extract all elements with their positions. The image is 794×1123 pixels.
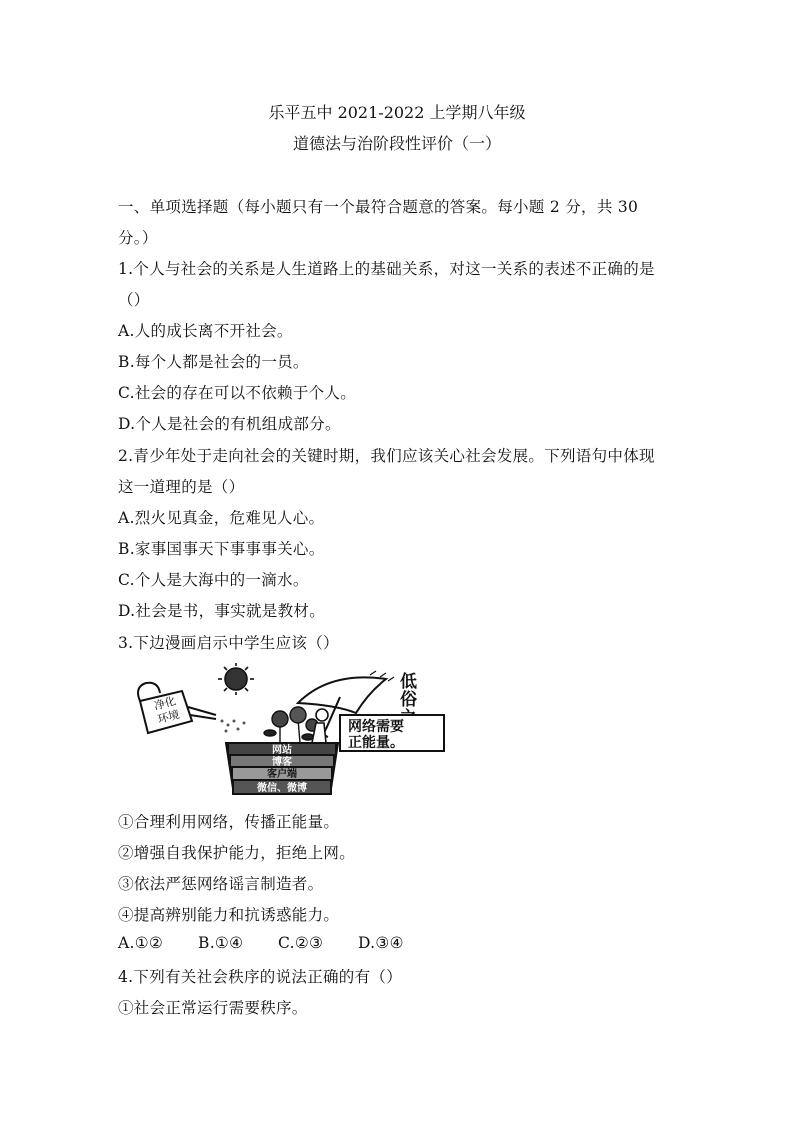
flower-icon [264, 707, 318, 743]
q2-stem-cont: 这一道理的是（） [118, 478, 245, 496]
pot-layer-label: 微信、微博 [257, 783, 307, 794]
cartoon-illustration [130, 663, 452, 795]
q4-statement-1: ①社会正常运行需要秩序。 [118, 999, 308, 1017]
q3-choice-d: D.③④ [358, 934, 404, 952]
q2-stem: 2.青少年处于走向社会的关键时期，我们应该关心社会发展。下列语句中体现 [118, 447, 655, 465]
q2-option-b: B.家事国事天下事事事关心。 [118, 540, 325, 558]
q3-statement-3: ③依法严惩网络谣言制造者。 [118, 875, 324, 893]
q4-stem: 4.下列有关社会秩序的说法正确的有（） [118, 968, 402, 986]
section-heading-cont: 分。） [118, 229, 158, 247]
q1-stem: 1.个人与社会的关系是人生道路上的基础关系，对这一关系的表述不正确的是 [118, 260, 655, 278]
can-label: 净化 环境 [152, 694, 181, 727]
q1-stem-cont: （） [118, 291, 150, 309]
exam-subtitle: 道德法与治阶段性评价（一） [292, 134, 501, 153]
q3-statement-4: ④提高辨别能力和抗诱惑能力。 [118, 906, 340, 924]
exam-title: 乐平五中 2021-2022 上学期八年级 [268, 103, 526, 122]
q1-option-d: D.个人是社会的有机组成部分。 [118, 415, 341, 433]
q3-stem: 3.下边漫画启示中学生应该（） [118, 634, 339, 652]
q3-choice-a: A.①② [118, 934, 164, 952]
q3-statement-2: ②增强自我保护能力，拒绝上网。 [118, 844, 356, 862]
q2-option-d: D.社会是书，事实就是教材。 [118, 602, 326, 620]
q1-option-b: B.每个人都是社会的一员。 [118, 353, 309, 371]
q3-choice-c: C.②③ [278, 934, 324, 952]
pot-layer-label: 博客 [272, 757, 292, 768]
section-heading: 一、单项选择题（每小题只有一个最符合题意的答案。每小题 2 分，共 30 [118, 198, 639, 216]
q2-option-c: C.个人是大海中的一滴水。 [118, 571, 309, 589]
sign-label: 网络需要 正能量。 [348, 719, 404, 751]
q3-statement-1: ①合理利用网络，传播正能量。 [118, 813, 340, 831]
q2-option-a: A.烈火见真金，危难见人心。 [118, 509, 325, 527]
q3-choice-b: B.①④ [198, 934, 244, 952]
q1-option-a: A.人的成长离不开社会。 [118, 322, 293, 340]
umbrella-label: 低 俗 [400, 672, 417, 710]
q1-option-c: C.社会的存在可以不依赖于个人。 [118, 384, 357, 402]
water-drops-icon [221, 720, 246, 733]
pot-layer-label: 客户端 [267, 769, 297, 780]
pot-layer-label: 网站 [272, 745, 292, 756]
q3-choices [118, 934, 404, 952]
sun-icon [218, 663, 254, 695]
